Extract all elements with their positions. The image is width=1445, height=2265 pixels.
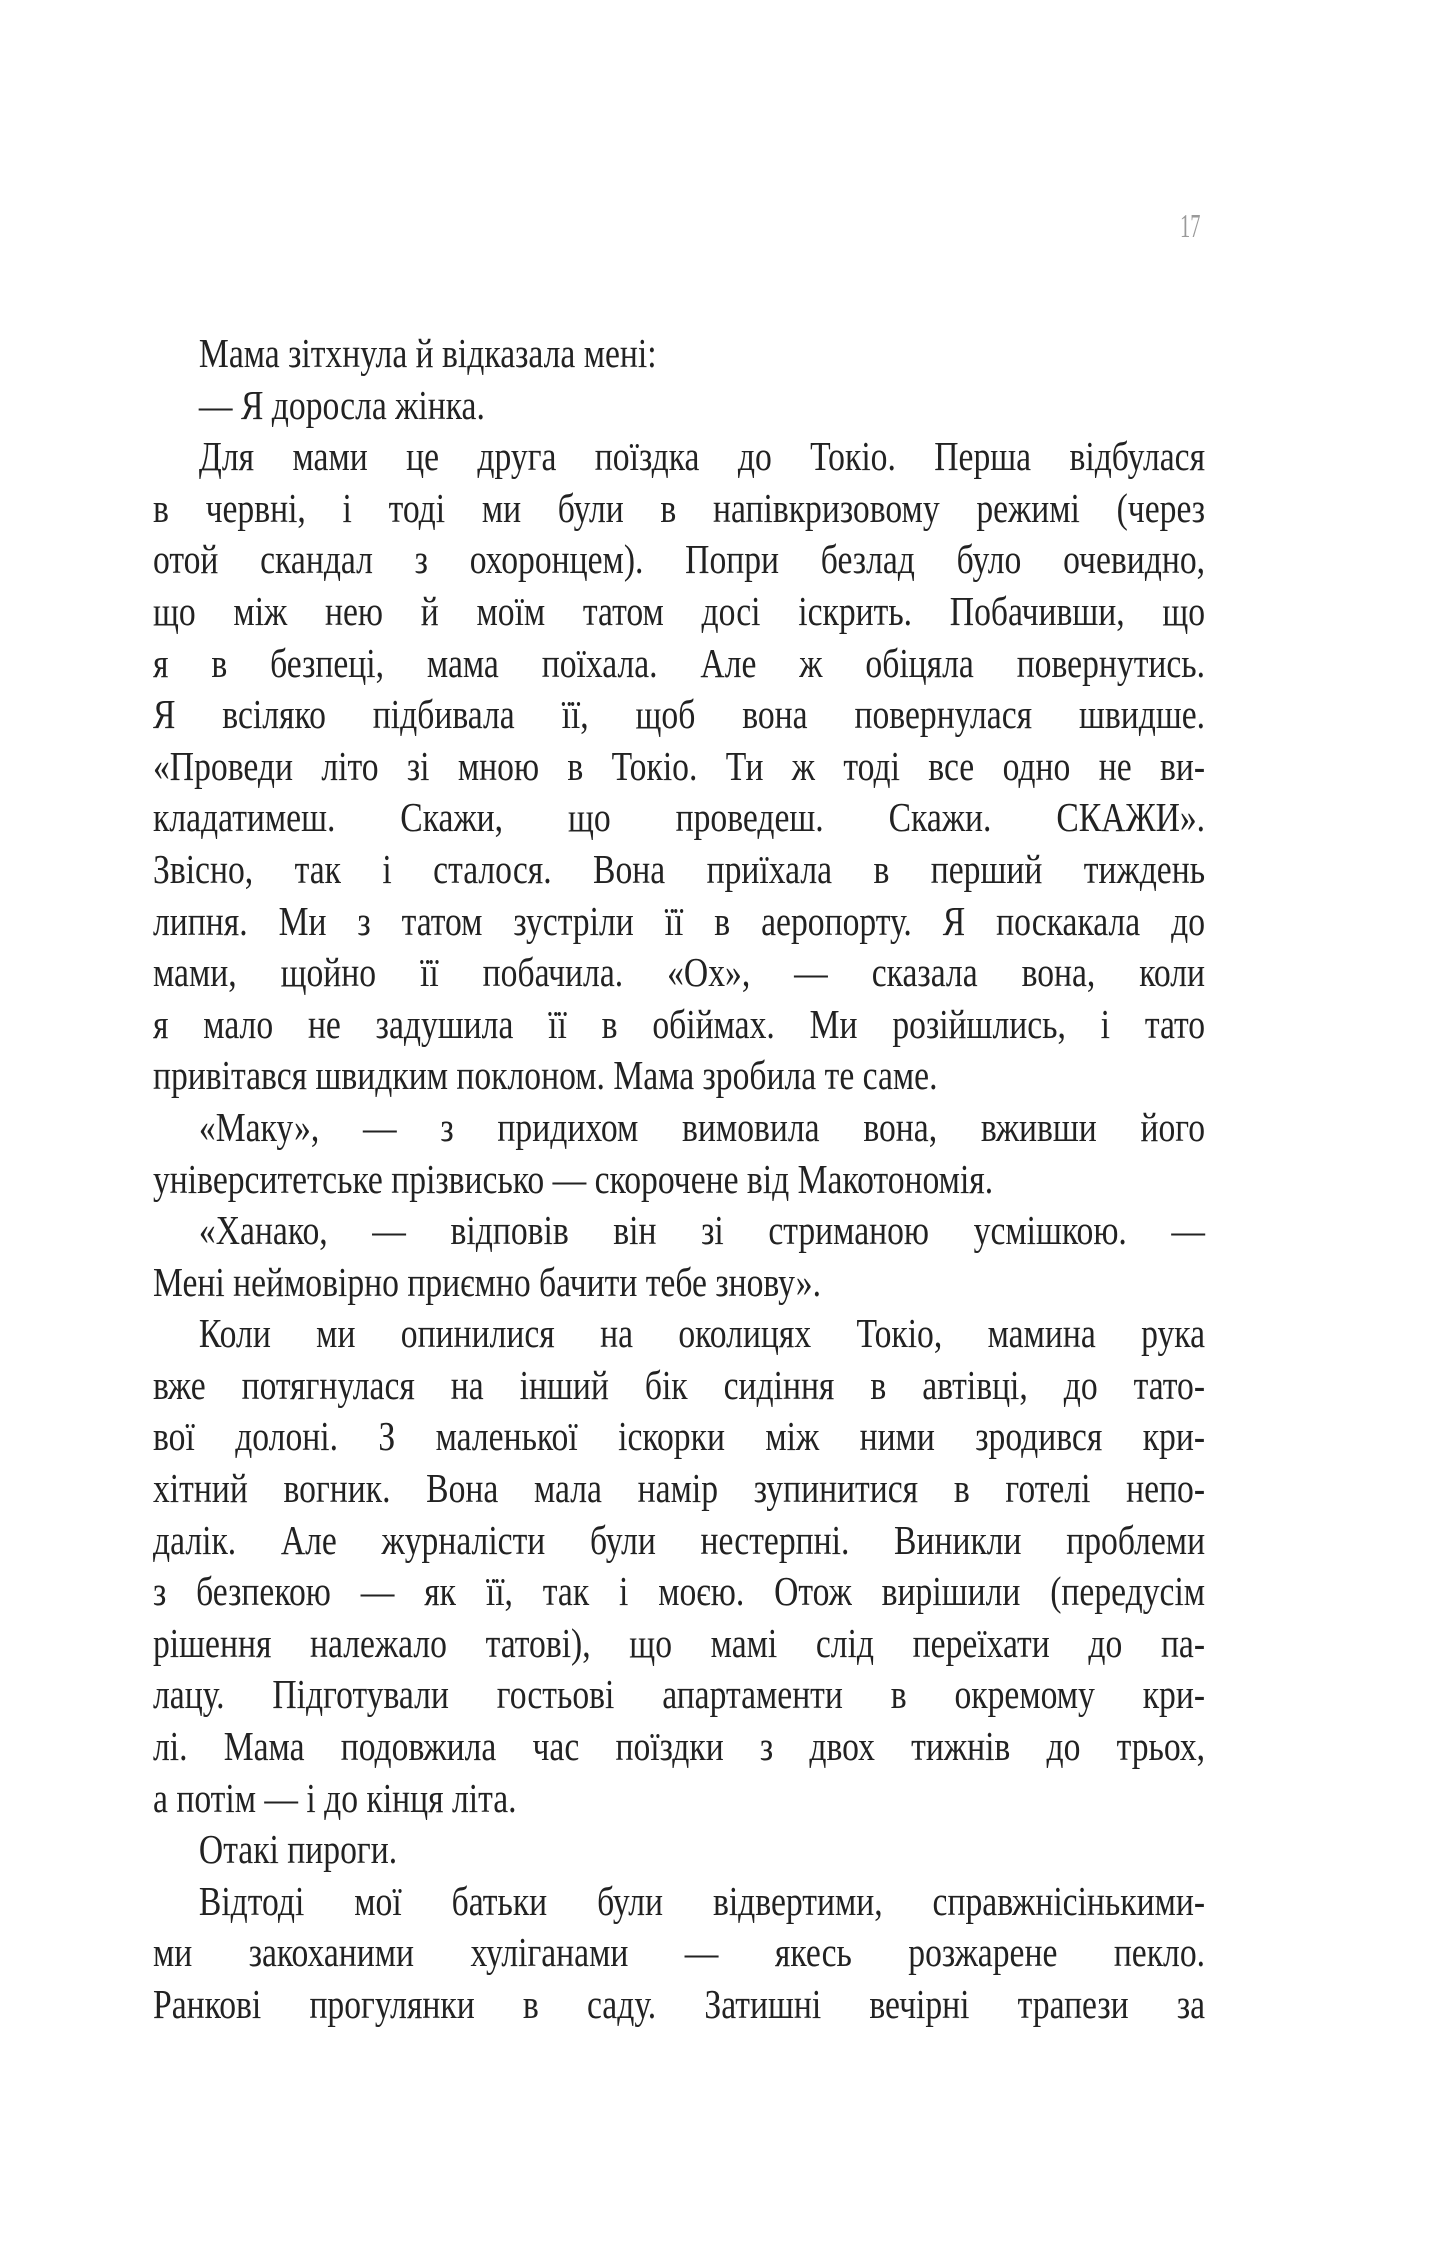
text-line: Мама зітхнула й відказала мені: bbox=[198, 330, 657, 376]
paragraph bbox=[153, 380, 1205, 432]
text-line: вже потягнулася на інший бік сидіння в автівці, до тато- bbox=[153, 1361, 1206, 1408]
paragraph bbox=[153, 1824, 1205, 1876]
text-line: мами, щойно її побачила. «Ох», — сказала вона, коли bbox=[153, 949, 1206, 996]
text-line: Мені неймовірно приємно бачити тебе знову». bbox=[153, 1258, 821, 1305]
text-line: отой скандал з охоронцем). Попри безлад було очевидно, bbox=[153, 536, 1206, 583]
text-line: Коли ми опинилися на околицях Токіо, мамина рука bbox=[198, 1310, 1206, 1357]
text-line: Я всіляко підбивала її, щоб вона повернулася швидше. bbox=[153, 691, 1206, 738]
text-line: далік. Але журналісти були нестерпні. Виникли проблеми bbox=[153, 1516, 1206, 1563]
paragraph bbox=[153, 1308, 1205, 1824]
body-text bbox=[153, 328, 1205, 2031]
text-line: а потім — і до кінця літа. bbox=[153, 1774, 517, 1821]
text-column bbox=[153, 328, 1205, 2031]
text-line: — Я доросла жінка. bbox=[198, 381, 485, 428]
text-line: лі. Мама подовжила час поїздки з двох тижнів до трьох, bbox=[153, 1723, 1206, 1770]
text-line: хітний вогник. Вона мала намір зупинитися в готелі непо- bbox=[153, 1465, 1206, 1512]
paragraph bbox=[153, 328, 1205, 380]
paragraph bbox=[153, 1876, 1205, 2031]
text-line: Відтоді мої батьки були відвертими, справжнісінькими- bbox=[198, 1877, 1206, 1924]
page-number: 17 bbox=[1180, 208, 1201, 245]
text-line: лацу. Підготували гостьові апартаменти в окремому кри- bbox=[153, 1671, 1206, 1718]
text-line: «Ханако, — відповів він зі стриманою усмішкою. — bbox=[198, 1207, 1206, 1254]
paragraph bbox=[153, 431, 1205, 1102]
text-line: я в безпеці, мама поїхала. Але ж обіцяла повернутись. bbox=[153, 639, 1206, 686]
text-line: вої долоні. З маленької іскорки між ними зродився кри- bbox=[153, 1413, 1206, 1460]
text-line: кладатимеш. Скажи, що проведеш. Скажи. СКАЖИ». bbox=[153, 794, 1206, 841]
text-line: я мало не задушила її в обіймах. Ми розійшлись, і тато bbox=[153, 1000, 1206, 1047]
text-line: Звісно, так і сталося. Вона приїхала в перший тиждень bbox=[153, 845, 1206, 892]
text-line: рішення належало татові), що мамі слід переїхати до па- bbox=[153, 1619, 1206, 1666]
text-line: ми закоханими хуліганами — якесь розжарене пекло. bbox=[153, 1929, 1206, 1976]
paragraph bbox=[153, 1102, 1205, 1205]
text-line: Ранкові прогулянки в саду. Затишні вечірні трапези за bbox=[153, 1981, 1206, 2027]
text-line: «Маку», — з придихом вимовила вона, вживши його bbox=[198, 1103, 1206, 1150]
text-line: липня. Ми з татом зустріли її в аеропорту. Я поскакала до bbox=[153, 897, 1206, 944]
text-line: Отакі пироги. bbox=[198, 1826, 398, 1873]
text-line: в червні, і тоді ми були в напівкризовому режимі (через bbox=[153, 484, 1206, 531]
text-line: привітався швидким поклоном. Мама зробила те саме. bbox=[153, 1052, 938, 1099]
text-line: «Проведи літо зі мною в Токіо. Ти ж тоді все одно не ви- bbox=[153, 742, 1206, 789]
text-line: що між нею й моїм татом досі іскрить. Побачивши, що bbox=[153, 587, 1206, 634]
text-line: Для мами це друга поїздка до Токіо. Перша відбулася bbox=[198, 433, 1206, 480]
text-line: університетське прізвисько — скорочене від Макотономія. bbox=[153, 1155, 994, 1202]
paragraph bbox=[153, 1205, 1205, 1308]
text-line: з безпекою — як її, так і моєю. Отож вирішили (передусім bbox=[153, 1568, 1206, 1615]
